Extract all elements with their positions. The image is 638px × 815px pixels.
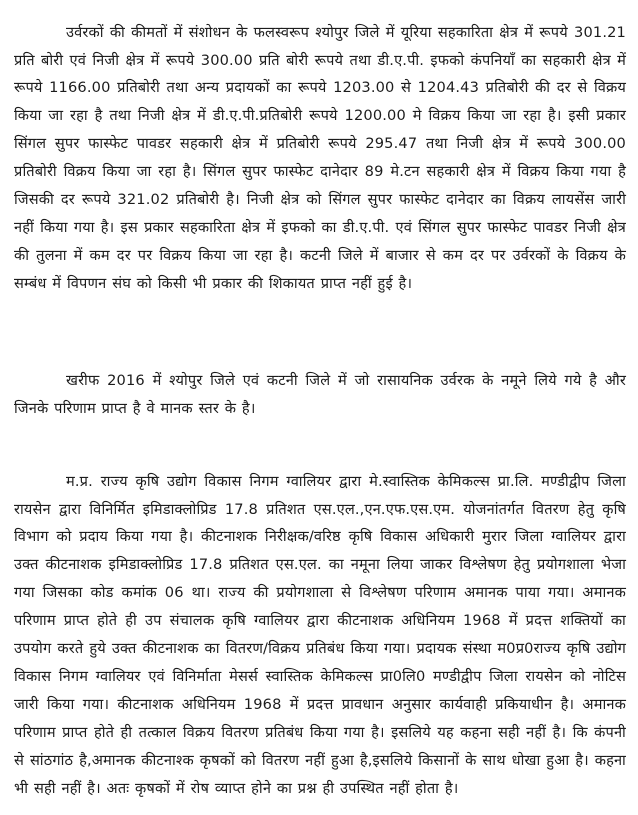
paragraph-pesticide-action: म.प्र. राज्य कृषि उद्योग विकास निगम ग्वालियर द्वारा मे.स्वास्तिक केमिकल्स प्रा.लि. मण्डीद्वीप जिला रायसेन द्वारा विनिर्मित इमिडाक्लोप्रिड 17.8 प्रतिशत एस.एल.,एन.एफ.एस.एम. योजनांतर्गत वितरण हेतु कृषि विभाग को प्रदाय किया गया है। कीटनाशक निरीक्षक/वरिष्ठ कृषि विकास अधिकारी मुरार जिला ग्वालियर द्वारा उक्त कीटनाशक इमिडाक्लोप्रिड 17.8 प्रतिशत एस.एल. का नमूना लिया जाकर विश्लेषण हेतु प्रयोगशाला भेजा गया जिसका कोड कमांक 06 था। राज्य की प्रयोगशाला से विश्लेषण परिणाम अमानक पाया गया। अमानक परिणाम प्राप्त होते ही उप संचालक कृषि ग्वालियर द्वारा कीटनाशक अधिनियम 1968 में प्रदत्त शक्तियों का उपयोग करते हुये उक्त कीटनाशक का वितरण/विक्रय प्रतिबंध किया गया। प्रदायक संस्था म0प्र0राज्य कृषि उद्योग विकास निगम ग्वालियर एवं विनिर्माता मेसर्स स्वास्तिक केमिकल्स प्रा0लि0 मण्डीद्वीप जिला रायसेन को नोटिस जारी किया गया। कीटनाशक अधिनियम 1968 में प्रदत्त प्रावधान अनुसार कार्यवाही प्रकियाधीन है। अमानक परिणाम प्राप्त होते ही तत्काल विक्रय वितरण प्रतिबंध किया गया है। इसलिये यह कहना सही नहीं है। कि कंपनी से सांठगांठ है,अमानक कीटनाश्क कृषकों को वितरण नहीं हुआ है,इसलिये किसानों के साथ धोखा हुआ है। कहना भी सही नहीं है। अतः कृषकों में रोष व्याप्त होने का प्रश्न ही उपस्थित नहीं होता है। xyxy=(14,472,626,797)
paragraph-fertilizer-prices: उर्वरकों की कीमतों में संशोधन के फलस्वरूप श्योपुर जिले में यूरिया सहकारिता क्षेत्र में रूपये 301.21 प्रति बोरी एवं निजी क्षेत्र में रूपये 300.00 प्रति बोरी रूपये तथा डी.ए.पी. इफको कंपनियाँ का सहकारी क्षेत्र में रूपये 1166.00 प्रतिबोरी तथा अन्य प्रदायकों का रूपये 1203.00 से 1204.43 प्रतिबोरी की दर से विक्रय किया जा रहा है तथा निजी क्षेत्र में डी.ए.पी.प्रतिबोरी रूपये 1200.00 मे विक्रय किया जा रहा है। इसी प्रकार सिंगल सुपर फास्फेट पावडर सहकारी क्षेत्र में प्रतिबोरी रूपये 295.47 तथा निजी क्षेत्र में रूपये 300.00 प्रतिबोरी विक्रय किया जा रहा है। सिंगल सुपर फास्फेट दानेदार 89 मे.टन सहकारी क्षेत्र में विक्रय किया गया है जिसकी दर रूपये 321.02 प्रतिबोरी है। निजी क्षेत्र को सिंगल सुपर फास्फेट दानेदार का विक्रय लायसेंस जारी नहीं किया गया है। इस प्रकार सहकारिता क्षेत्र में इफको का डी.ए.पी. एवं सिंगल सुपर फास्फेट पावडर निजी क्षेत्र की तुलना में कम दर पर विक्रय किया जा रहा है। कटनी जिले में बाजार से कम दर पर उर्वरकों के विक्रय के सम्बंध में विपणन संघ को किसी भी प्रकार की शिकायत प्राप्त नहीं हुई है। xyxy=(14,23,626,292)
paragraph-kharif-samples: खरीफ 2016 में श्योपुर जिले एवं कटनी जिले में जो रासायनिक उर्वरक के नमूने लिये गये है और जिनके परिणाम प्राप्त है वे मानक स्तर के है। xyxy=(14,371,626,417)
